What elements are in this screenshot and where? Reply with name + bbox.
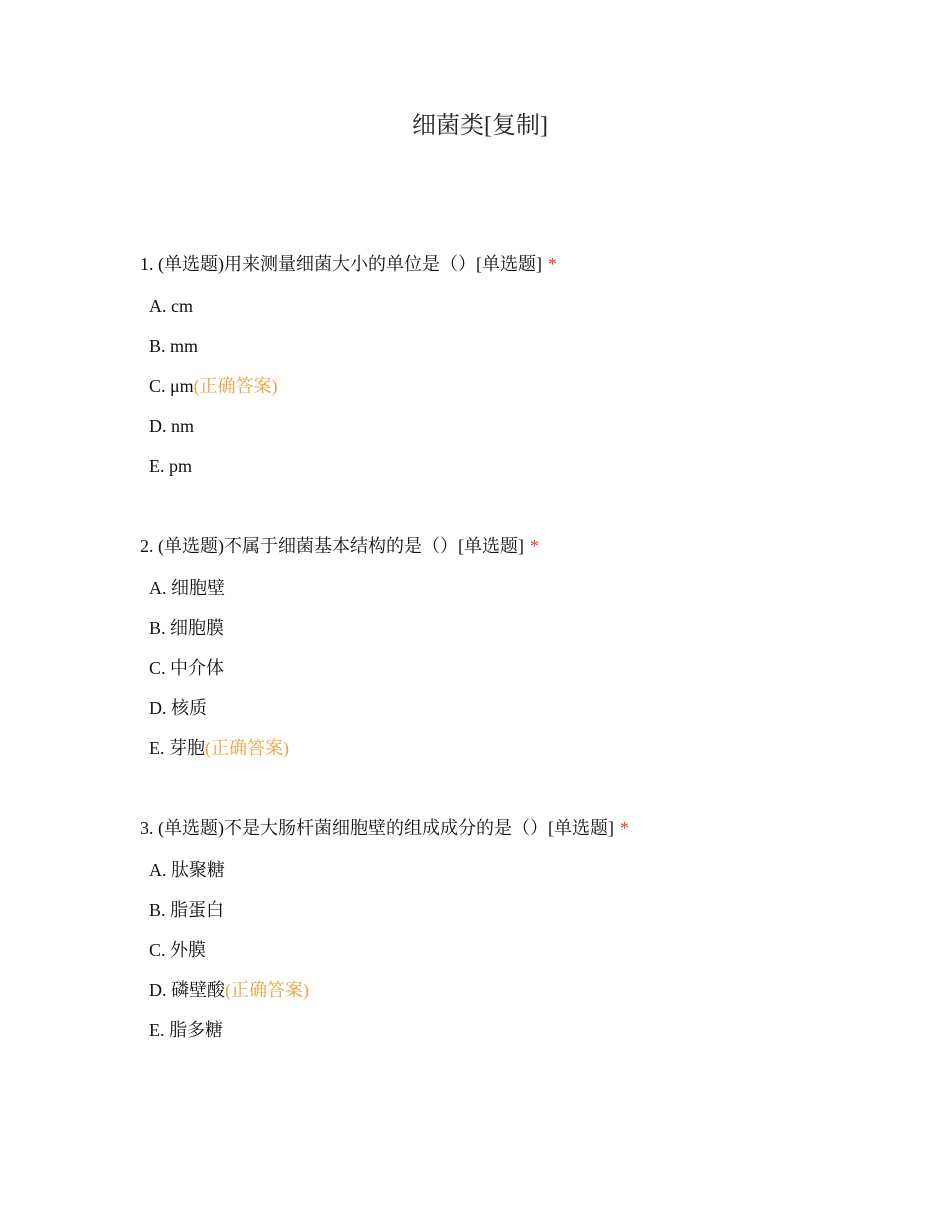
option-b[interactable] [149,334,840,374]
required-star: * [529,536,539,556]
option-a[interactable] [149,576,840,616]
question-text: 1. (单选题)用来测量细菌大小的单位是（）[单选题] [140,254,542,274]
option-e[interactable] [149,1018,840,1058]
required-star: * [619,818,629,838]
options-list [140,576,840,776]
correct-answer-label: (正确答案) [193,376,278,396]
option-text: C. 外膜 [149,940,207,960]
option-text: E. 脂多糖 [149,1020,223,1040]
option-text: C. μm [149,376,194,396]
option-text: A. cm [149,296,193,316]
question-text: 2. (单选题)不属于细菌基本结构的是（）[单选题] [140,536,524,556]
option-text: B. 脂蛋白 [149,900,225,920]
option-b[interactable] [149,616,840,656]
option-a[interactable] [149,294,840,334]
option-text: B. 细胞膜 [149,618,225,638]
option-d[interactable] [149,414,840,454]
option-text: D. 核质 [149,698,207,718]
option-text: C. 中介体 [149,658,225,678]
option-text: D. 磷壁酸 [149,980,225,1000]
option-text: A. 肽聚糖 [149,860,225,880]
options-list [140,858,840,1058]
option-a[interactable] [149,858,840,898]
option-text: B. mm [149,336,199,356]
option-d[interactable] [149,978,840,1018]
correct-answer-label: (正确答案) [225,980,309,1000]
question-3 [140,814,840,1058]
question-2 [140,532,840,776]
page-title: 细菌类[复制] [412,113,548,139]
option-d[interactable] [149,696,840,736]
option-text: E. 芽胞 [149,738,205,758]
required-star: * [547,254,557,274]
question-header [140,250,840,278]
option-c[interactable] [149,656,840,696]
option-e[interactable] [149,454,840,494]
option-b[interactable] [149,898,840,938]
option-text: A. 细胞壁 [149,578,225,598]
option-text: D. nm [149,416,194,436]
options-list [140,294,840,494]
question-header [140,532,840,560]
correct-answer-label: (正确答案) [205,738,289,758]
option-e[interactable] [149,736,840,776]
question-text: 3. (单选题)不是大肠杆菌细胞壁的组成成分的是（）[单选题] [140,818,614,838]
option-c[interactable] [149,938,840,978]
option-text: E. pm [149,456,192,476]
question-1 [140,250,840,494]
option-c[interactable] [149,374,840,414]
question-header [140,814,840,842]
